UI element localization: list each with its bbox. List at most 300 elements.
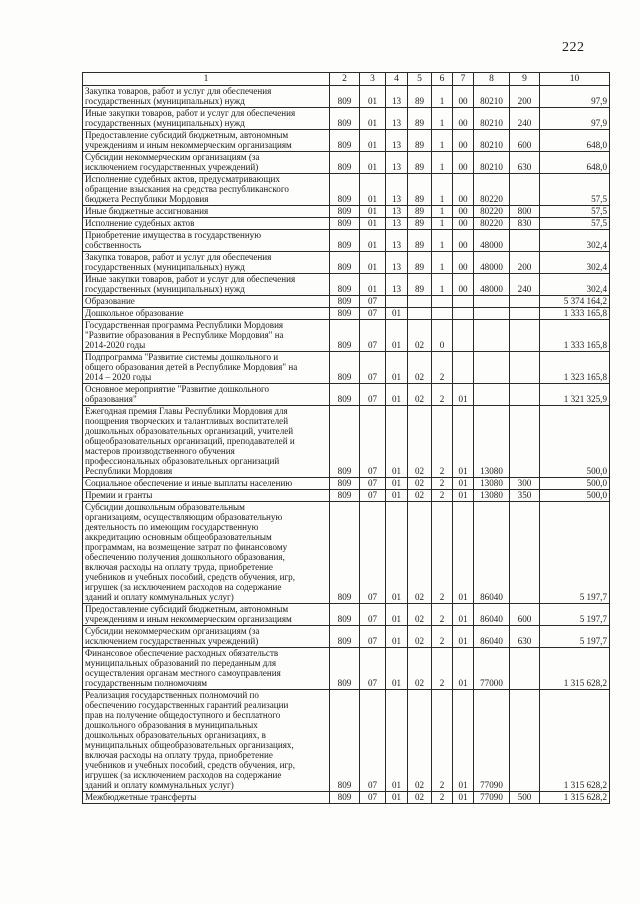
row-name: Закупка товаров, работ и услуг для обеспечения государственных (муниципальных) нужд [85,86,272,106]
code-cell-c5: 02 [408,490,432,502]
code-cell-c9 [510,648,540,690]
amount-cell: 57,5 [540,206,610,218]
table-row [83,502,610,604]
code-cell-c3: 01 [360,152,386,174]
code-cell-c6: 1 [432,108,453,130]
code-cell-c5: 02 [408,502,432,604]
budget-table [82,72,610,804]
row-name: Закупка товаров, работ и услуг для обеспечения государственных (муниципальных) нужд [85,252,272,272]
amount-cell: 302,4 [540,230,610,252]
code-cell-c5: 02 [408,792,432,804]
code-cell-c2: 809 [330,174,360,206]
code-cell-c6: 1 [432,230,453,252]
code-cell-c5: 89 [408,230,432,252]
code-cell-c9 [510,502,540,604]
amount-cell: 648,0 [540,152,610,174]
table-row [83,252,610,274]
table-row [83,320,610,352]
code-cell-c9: 350 [510,490,540,502]
code-cell-c9 [510,308,540,320]
code-cell-c9: 500 [510,792,540,804]
row-name-cell [83,352,330,384]
amount-cell: 500,0 [540,478,610,490]
code-cell-c4: 01 [386,690,408,792]
code-cell-c9: 200 [510,86,540,108]
row-name: Исполнение судебных актов [85,218,195,228]
code-cell-c6: 2 [432,352,453,384]
code-cell-c6: 2 [432,648,453,690]
code-cell-c7: 01 [453,384,474,406]
code-cell-c7: 01 [453,604,474,626]
row-name: Социальное обеспечение и иные выплаты населению [85,478,293,488]
code-cell-c5: 89 [408,174,432,206]
amount-cell: 5 197,7 [540,604,610,626]
table-row [83,648,610,690]
code-cell-c9: 300 [510,478,540,490]
code-cell-c9: 200 [510,252,540,274]
row-name: Субсидии дошкольным образовательным организациям, осуществляющим образовательную деятельность по имеющим государственную аккредитацию основным общеобразовательным программам, на возмещение затрат по финансовому обеспечению получения дошкольного образования, включая расходы на оплату труда, приобретение учебников и учебных пособий, средств обучения, игр, игрушек (за исключением расходов на содержание зданий и оплату коммунальных услуг) [85,502,296,602]
code-cell-c3: 01 [360,274,386,296]
code-cell-c4: 01 [386,308,408,320]
code-cell-c2: 809 [330,274,360,296]
code-cell-c7: 01 [453,792,474,804]
code-cell-c5: 02 [408,384,432,406]
code-cell-c7: 00 [453,86,474,108]
code-cell-c2: 809 [330,252,360,274]
amount-cell: 5 197,7 [540,502,610,604]
code-cell-c6: 1 [432,130,453,152]
code-cell-c9: 240 [510,108,540,130]
amount-cell: 1 315 628,2 [540,690,610,792]
row-name-cell [83,502,330,604]
code-cell-c4: 13 [386,274,408,296]
code-cell-c3: 07 [360,320,386,352]
code-cell-c7: 01 [453,478,474,490]
code-cell-c4: 01 [386,320,408,352]
code-cell-c8: 80220 [474,206,510,218]
row-name: Иные бюджетные ассигнования [85,206,209,216]
code-cell-c2: 809 [330,626,360,648]
code-cell-c8 [474,320,510,352]
code-cell-c2: 809 [330,308,360,320]
row-name: Образование [85,296,135,306]
code-cell-c3: 07 [360,792,386,804]
row-name-cell [83,86,330,108]
code-cell-c2: 809 [330,648,360,690]
code-cell-c8: 80220 [474,174,510,206]
code-cell-c8: 80210 [474,130,510,152]
code-cell-c2: 809 [330,502,360,604]
code-cell-c3: 07 [360,490,386,502]
code-cell-c4: 13 [386,206,408,218]
code-cell-c9 [510,352,540,384]
code-cell-c6: 1 [432,206,453,218]
code-cell-c7: 00 [453,152,474,174]
code-cell-c9: 240 [510,274,540,296]
row-name: Дошкольное образование [85,308,184,318]
code-cell-c2: 809 [330,296,360,308]
header-cell: 6 [432,73,453,86]
amount-cell: 5 197,7 [540,626,610,648]
row-name: Субсидии некоммерческим организациям (за исключением государственных учреждений) [85,626,260,646]
code-cell-c9 [510,690,540,792]
code-cell-c2: 809 [330,406,360,478]
code-cell-c4: 01 [386,792,408,804]
code-cell-c3: 01 [360,130,386,152]
code-cell-c4: 01 [386,626,408,648]
code-cell-c7: 01 [453,626,474,648]
header-cell: 1 [83,73,330,86]
code-cell-c2: 809 [330,604,360,626]
table-row [83,206,610,218]
code-cell-c5: 02 [408,406,432,478]
amount-cell: 1 315 628,2 [540,648,610,690]
code-cell-c7: 00 [453,108,474,130]
code-cell-c2: 809 [330,230,360,252]
code-cell-c7: 01 [453,648,474,690]
row-name: Субсидии некоммерческим организациям (за исключением государственных учреждений) [85,152,260,172]
row-name: Исполнение судебных актов, предусматривающих обращение взыскания на средства республиканского бюджета Республики Мордовия [85,174,289,204]
code-cell-c4: 01 [386,648,408,690]
code-cell-c4: 13 [386,108,408,130]
code-cell-c8: 86040 [474,502,510,604]
table-header-row [83,73,610,86]
code-cell-c2: 809 [330,86,360,108]
table-row [83,152,610,174]
code-cell-c9: 600 [510,604,540,626]
row-name-cell [83,308,330,320]
header-cell: 5 [408,73,432,86]
code-cell-c4: 13 [386,218,408,230]
code-cell-c3: 07 [360,296,386,308]
amount-cell: 500,0 [540,406,610,478]
code-cell-c8: 86040 [474,626,510,648]
page-number: 222 [562,40,585,55]
code-cell-c8: 13080 [474,490,510,502]
code-cell-c6: 2 [432,792,453,804]
code-cell-c7: 00 [453,218,474,230]
code-cell-c9: 600 [510,130,540,152]
row-name-cell [83,320,330,352]
amount-cell: 1 333 165,8 [540,308,610,320]
row-name-cell [83,274,330,296]
code-cell-c6: 1 [432,152,453,174]
code-cell-c2: 809 [330,352,360,384]
header-cell: 2 [330,73,360,86]
code-cell-c7: 00 [453,174,474,206]
code-cell-c7: 00 [453,230,474,252]
row-name-cell [83,252,330,274]
row-name: Реализация государственных полномочий по обеспечению государственных гарантий реализации прав на получение общедоступного и бесплатного дошкольного образования в муниципальных дошкольных образовательных организациях, в муниципальных общеобразовательных организациях, включая расходы на оплату труда, приобретение учебников и учебных пособий, средств обучения, игр, игрушек (за исключением расходов на содержание зданий и оплату коммунальных услуг) [85,690,296,790]
code-cell-c8: 80210 [474,152,510,174]
code-cell-c5: 89 [408,218,432,230]
header-cell: 4 [386,73,408,86]
row-name-cell [83,406,330,478]
code-cell-c2: 809 [330,206,360,218]
code-cell-c7: 00 [453,274,474,296]
code-cell-c6: 2 [432,490,453,502]
table-row [83,86,610,108]
row-name-cell [83,174,330,206]
amount-cell: 1 333 165,8 [540,320,610,352]
header-cell: 10 [540,73,610,86]
row-name-cell [83,690,330,792]
table-body [83,86,610,804]
code-cell-c7: 01 [453,490,474,502]
code-cell-c8: 13080 [474,478,510,490]
row-name: Подпрограмма "Развитие системы дошкольного и общего образования детей в Республике Мордовия" на 2014 – 2020 годы [85,352,298,382]
code-cell-c6 [432,296,453,308]
code-cell-c9: 630 [510,152,540,174]
row-name: Основное мероприятие "Развитие дошкольного образования" [85,384,270,404]
table-row [83,130,610,152]
row-name-cell [83,604,330,626]
code-cell-c6: 2 [432,604,453,626]
code-cell-c5: 89 [408,152,432,174]
row-name: Приобретение имущества в государственную собственность [85,230,262,250]
code-cell-c2: 809 [330,478,360,490]
table-row [83,384,610,406]
code-cell-c7 [453,308,474,320]
code-cell-c8: 13080 [474,406,510,478]
code-cell-c5 [408,296,432,308]
table-row [83,478,610,490]
code-cell-c9 [510,174,540,206]
row-name-cell [83,792,330,804]
code-cell-c5: 89 [408,274,432,296]
code-cell-c3: 01 [360,206,386,218]
table-row [83,406,610,478]
code-cell-c4: 13 [386,130,408,152]
code-cell-c4: 01 [386,604,408,626]
code-cell-c2: 809 [330,384,360,406]
code-cell-c8: 80210 [474,108,510,130]
code-cell-c6: 1 [432,174,453,206]
code-cell-c2: 809 [330,490,360,502]
code-cell-c6: 1 [432,86,453,108]
table-row [83,230,610,252]
table-row [83,274,610,296]
amount-cell: 302,4 [540,252,610,274]
code-cell-c3: 01 [360,174,386,206]
row-name-cell [83,384,330,406]
code-cell-c3: 07 [360,384,386,406]
code-cell-c8: 80210 [474,86,510,108]
code-cell-c4: 13 [386,86,408,108]
code-cell-c5: 02 [408,690,432,792]
code-cell-c7: 01 [453,406,474,478]
code-cell-c8: 48000 [474,274,510,296]
table-row [83,626,610,648]
row-name-cell [83,130,330,152]
row-name: Предоставление субсидий бюджетным, автономным учреждениям и иным некоммерческим организациям [85,604,292,624]
code-cell-c5: 89 [408,86,432,108]
code-cell-c9: 800 [510,206,540,218]
row-name-cell [83,490,330,502]
row-name-cell [83,296,330,308]
code-cell-c7: 00 [453,206,474,218]
row-name-cell [83,626,330,648]
code-cell-c3: 07 [360,648,386,690]
code-cell-c3: 07 [360,626,386,648]
code-cell-c6: 2 [432,406,453,478]
code-cell-c4: 13 [386,252,408,274]
code-cell-c5: 02 [408,352,432,384]
code-cell-c6: 2 [432,384,453,406]
row-name: Иные закупки товаров, работ и услуг для обеспечения государственных (муниципальных) нужд [85,274,296,294]
code-cell-c5: 02 [408,478,432,490]
code-cell-c9 [510,406,540,478]
table-row [83,308,610,320]
code-cell-c3: 01 [360,218,386,230]
code-cell-c3: 07 [360,690,386,792]
amount-cell: 5 374 164,2 [540,296,610,308]
code-cell-c3: 07 [360,352,386,384]
code-cell-c3: 07 [360,502,386,604]
amount-cell: 97,9 [540,86,610,108]
code-cell-c4: 01 [386,384,408,406]
code-cell-c9: 830 [510,218,540,230]
code-cell-c6: 2 [432,690,453,792]
code-cell-c5: 89 [408,252,432,274]
code-cell-c6: 1 [432,218,453,230]
code-cell-c8: 77000 [474,648,510,690]
code-cell-c3: 07 [360,308,386,320]
amount-cell: 57,5 [540,174,610,206]
code-cell-c2: 809 [330,320,360,352]
code-cell-c2: 809 [330,130,360,152]
amount-cell: 57,5 [540,218,610,230]
code-cell-c8 [474,296,510,308]
code-cell-c8: 48000 [474,252,510,274]
code-cell-c3: 07 [360,604,386,626]
code-cell-c7: 01 [453,502,474,604]
amount-cell: 302,4 [540,274,610,296]
header-cell: 7 [453,73,474,86]
row-name-cell [83,230,330,252]
table-row [83,108,610,130]
code-cell-c8 [474,308,510,320]
code-cell-c9 [510,230,540,252]
code-cell-c5: 02 [408,626,432,648]
table-row [83,218,610,230]
code-cell-c6: 2 [432,502,453,604]
amount-cell: 1 323 165,8 [540,352,610,384]
row-name: Предоставление субсидий бюджетным, автономным учреждениям и иным некоммерческим организациям [85,130,292,150]
row-name: Межбюджетные трансферты [85,792,197,802]
code-cell-c7 [453,320,474,352]
code-cell-c4: 13 [386,230,408,252]
row-name: Ежегодная премия Главы Республики Мордовия для поощрения творческих и талантливых воспитателей дошкольных образовательных организаций, учителей общеобразовательных организаций, преподавателей и мастеров производственного обучения профессиональных образовательных организаций Республики Мордовия [85,406,295,476]
code-cell-c2: 809 [330,152,360,174]
code-cell-c5: 02 [408,604,432,626]
code-cell-c5: 02 [408,320,432,352]
header-cell: 8 [474,73,510,86]
code-cell-c6: 1 [432,252,453,274]
code-cell-c7: 00 [453,130,474,152]
code-cell-c9: 630 [510,626,540,648]
code-cell-c8: 86040 [474,604,510,626]
code-cell-c7: 01 [453,690,474,792]
amount-cell: 648,0 [540,130,610,152]
code-cell-c3: 01 [360,230,386,252]
code-cell-c3: 01 [360,86,386,108]
table-row [83,604,610,626]
code-cell-c4: 01 [386,352,408,384]
code-cell-c4: 01 [386,490,408,502]
table-row [83,352,610,384]
code-cell-c3: 07 [360,478,386,490]
code-cell-c8 [474,384,510,406]
code-cell-c7: 00 [453,252,474,274]
code-cell-c4: 13 [386,152,408,174]
amount-cell: 500,0 [540,490,610,502]
table-row [83,296,610,308]
table-row [83,490,610,502]
code-cell-c7 [453,296,474,308]
amount-cell: 1 315 628,2 [540,792,610,804]
row-name: Финансовое обеспечение расходных обязательств муниципальных образований по переданным для осуществления органам местного самоуправления государственным полномочиям [85,648,281,688]
code-cell-c4: 01 [386,502,408,604]
row-name-cell [83,108,330,130]
code-cell-c5: 02 [408,648,432,690]
amount-cell: 97,9 [540,108,610,130]
code-cell-c5: 89 [408,130,432,152]
code-cell-c6: 1 [432,274,453,296]
code-cell-c9 [510,296,540,308]
code-cell-c8: 48000 [474,230,510,252]
code-cell-c8: 80220 [474,218,510,230]
amount-cell: 1 321 325,9 [540,384,610,406]
header-cell: 3 [360,73,386,86]
code-cell-c9 [510,384,540,406]
table-row [83,174,610,206]
header-cell: 9 [510,73,540,86]
code-cell-c3: 07 [360,406,386,478]
row-name-cell [83,478,330,490]
code-cell-c2: 809 [330,792,360,804]
code-cell-c6: 2 [432,626,453,648]
code-cell-c6 [432,308,453,320]
table-row [83,792,610,804]
row-name-cell [83,152,330,174]
code-cell-c8: 77090 [474,792,510,804]
code-cell-c3: 01 [360,252,386,274]
code-cell-c2: 809 [330,690,360,792]
row-name-cell [83,648,330,690]
code-cell-c2: 809 [330,218,360,230]
code-cell-c8: 77090 [474,690,510,792]
code-cell-c9 [510,320,540,352]
code-cell-c2: 809 [330,108,360,130]
row-name: Премии и гранты [85,490,153,500]
code-cell-c4: 13 [386,174,408,206]
row-name-cell [83,218,330,230]
code-cell-c8 [474,352,510,384]
code-cell-c6: 0 [432,320,453,352]
code-cell-c4: 01 [386,406,408,478]
code-cell-c4 [386,296,408,308]
row-name-cell [83,206,330,218]
code-cell-c3: 01 [360,108,386,130]
row-name: Иные закупки товаров, работ и услуг для обеспечения государственных (муниципальных) нужд [85,108,296,128]
code-cell-c6: 2 [432,478,453,490]
table-row [83,690,610,792]
code-cell-c5: 89 [408,108,432,130]
code-cell-c5 [408,308,432,320]
code-cell-c5: 89 [408,206,432,218]
code-cell-c7 [453,352,474,384]
